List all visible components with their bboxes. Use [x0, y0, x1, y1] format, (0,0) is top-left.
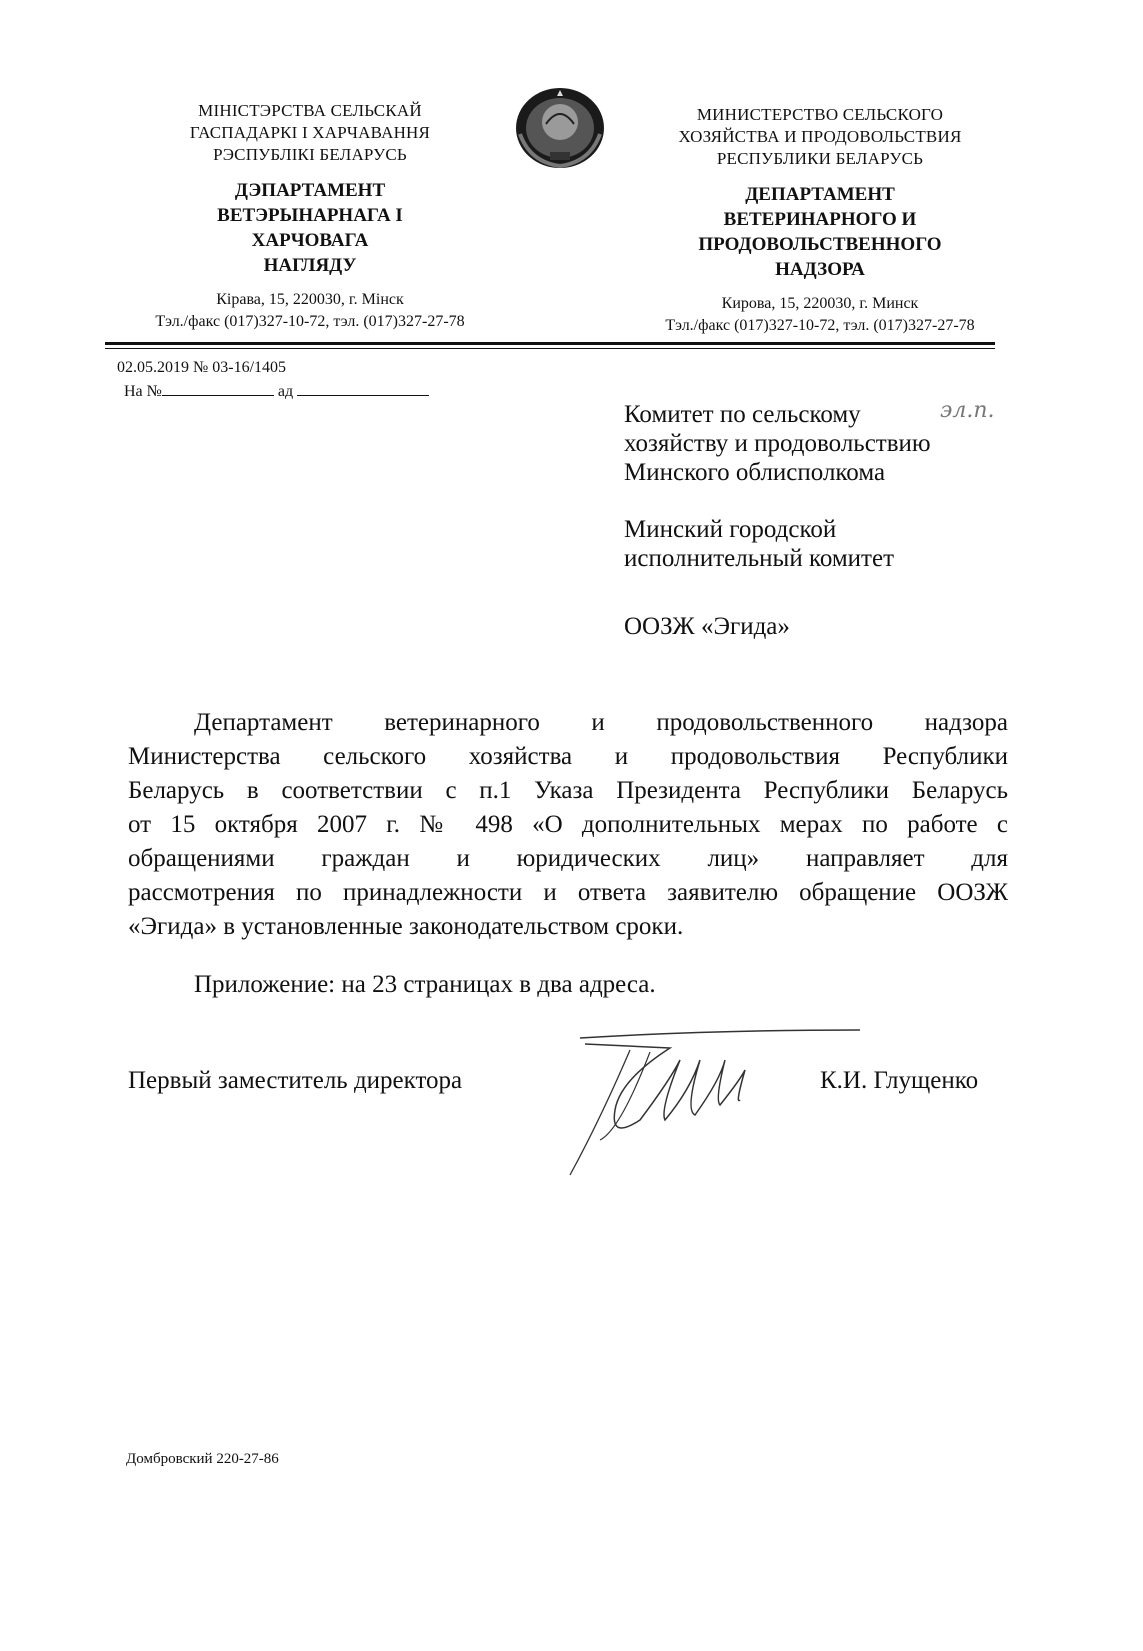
header-right-ministry-line: ХОЗЯЙСТВА И ПРОДОВОЛЬСТВИЯ [678, 127, 962, 146]
header-left-ministry-line: ГАСПАДАРКІ І ХАРЧАВАННЯ [189, 123, 431, 142]
body-line: обращениями граждан и юридических лиц» направляет для [128, 845, 1008, 872]
header-left-address: Кірава, 15, 220030, г. Мінск [216, 291, 404, 308]
signer-name: К.И. Глущенко [820, 1067, 979, 1094]
header-right-ministry-line: МИНИСТЕРСТВО СЕЛЬСКОГО [696, 105, 944, 124]
reference-on-number [124, 379, 429, 403]
attachment-line: Приложение: на 23 страницах в два адреса. [194, 971, 656, 998]
body-line: рассмотрения по принадлежности и ответа заявителю обращение ООЗЖ [128, 879, 1008, 906]
recipient-committee [624, 400, 931, 487]
header-right-department-line: ВЕТЕРИНАРНОГО И [723, 209, 917, 230]
recipient-line: исполнительный комитет [624, 545, 895, 572]
body-line: Министерства сельского хозяйства и продовольствия Республики [128, 743, 1008, 770]
reference-from-blank [297, 379, 429, 396]
state-emblem [510, 84, 610, 170]
recipient-city-committee [624, 515, 894, 573]
body-line-last: «Эгида» в установленные законодательством сроки. [128, 913, 684, 940]
recipient-line: Минский городской [624, 516, 837, 543]
header-right-department-line: ДЕПАРТАМЕНТ [745, 184, 895, 205]
body-line: Департамент ветеринарного и продовольственного надзора [194, 709, 1008, 736]
header-left-ministry-line: МІНІСТЭРСТВА СЕЛЬСКАЙ [198, 101, 422, 120]
reference-date-number: 02.05.2019 № 03-16/1405 [117, 359, 287, 376]
header-right-address: Кирова, 15, 220030, г. Минск [721, 295, 919, 312]
header-left-department [140, 178, 480, 278]
header-left-department-line: ХАРЧОВАГА [251, 230, 369, 251]
header-left-department-line: НАГЛЯДУ [263, 255, 357, 276]
header-right-department [650, 182, 990, 282]
reference-from-label: ад [277, 383, 294, 400]
recipient-egida: ООЗЖ «Эгида» [624, 613, 790, 640]
header-right-department-line: ПРОДОВОЛЬСТВЕННОГО [698, 234, 942, 255]
header-right-department-line: НАДЗОРА [775, 259, 865, 280]
header-left-ministry-line: РЭСПУБЛІКІ БЕЛАРУСЬ [213, 145, 407, 164]
header-divider-thin [105, 348, 995, 349]
header-left-department-line: ДЭПАРТАМЕНТ [234, 180, 386, 201]
header-divider-thick [105, 342, 995, 345]
reference-on-blank [162, 379, 274, 396]
recipient-line: Комитет по сельскому [624, 401, 861, 428]
executor-info: Домбровский 220-27-86 [126, 1451, 279, 1467]
body-line: Беларусь в соответствии с п.1 Указа Президента Республики Беларусь [128, 777, 1008, 804]
recipient-line: хозяйству и продовольствию [624, 430, 931, 457]
emblem-icon [510, 84, 610, 170]
header-left-department-line: ВЕТЭРЫНАРНАГА І [217, 205, 403, 226]
handwritten-note: эл.п. [940, 398, 995, 423]
header-right-ministry [650, 104, 990, 170]
header-right-ministry-line: РЕСПУБЛИКИ БЕЛАРУСЬ [716, 149, 924, 168]
letter-body [128, 706, 1008, 944]
header-left-phone: Тэл./факс (017)327-10-72, тэл. (017)327-27-78 [155, 313, 465, 330]
body-line: от 15 октября 2007 г. № 498 «О дополнительных мерах по работе с [128, 811, 1008, 838]
signer-position: Первый заместитель директора [128, 1067, 463, 1094]
reference-on-label: На № [124, 383, 162, 400]
handwritten-signature [560, 1020, 870, 1180]
header-left-ministry [140, 100, 480, 166]
header-right-phone: Тэл./факс (017)327-10-72, тэл. (017)327-27-78 [665, 317, 975, 334]
recipient-line: Минского облисполкома [624, 459, 886, 486]
